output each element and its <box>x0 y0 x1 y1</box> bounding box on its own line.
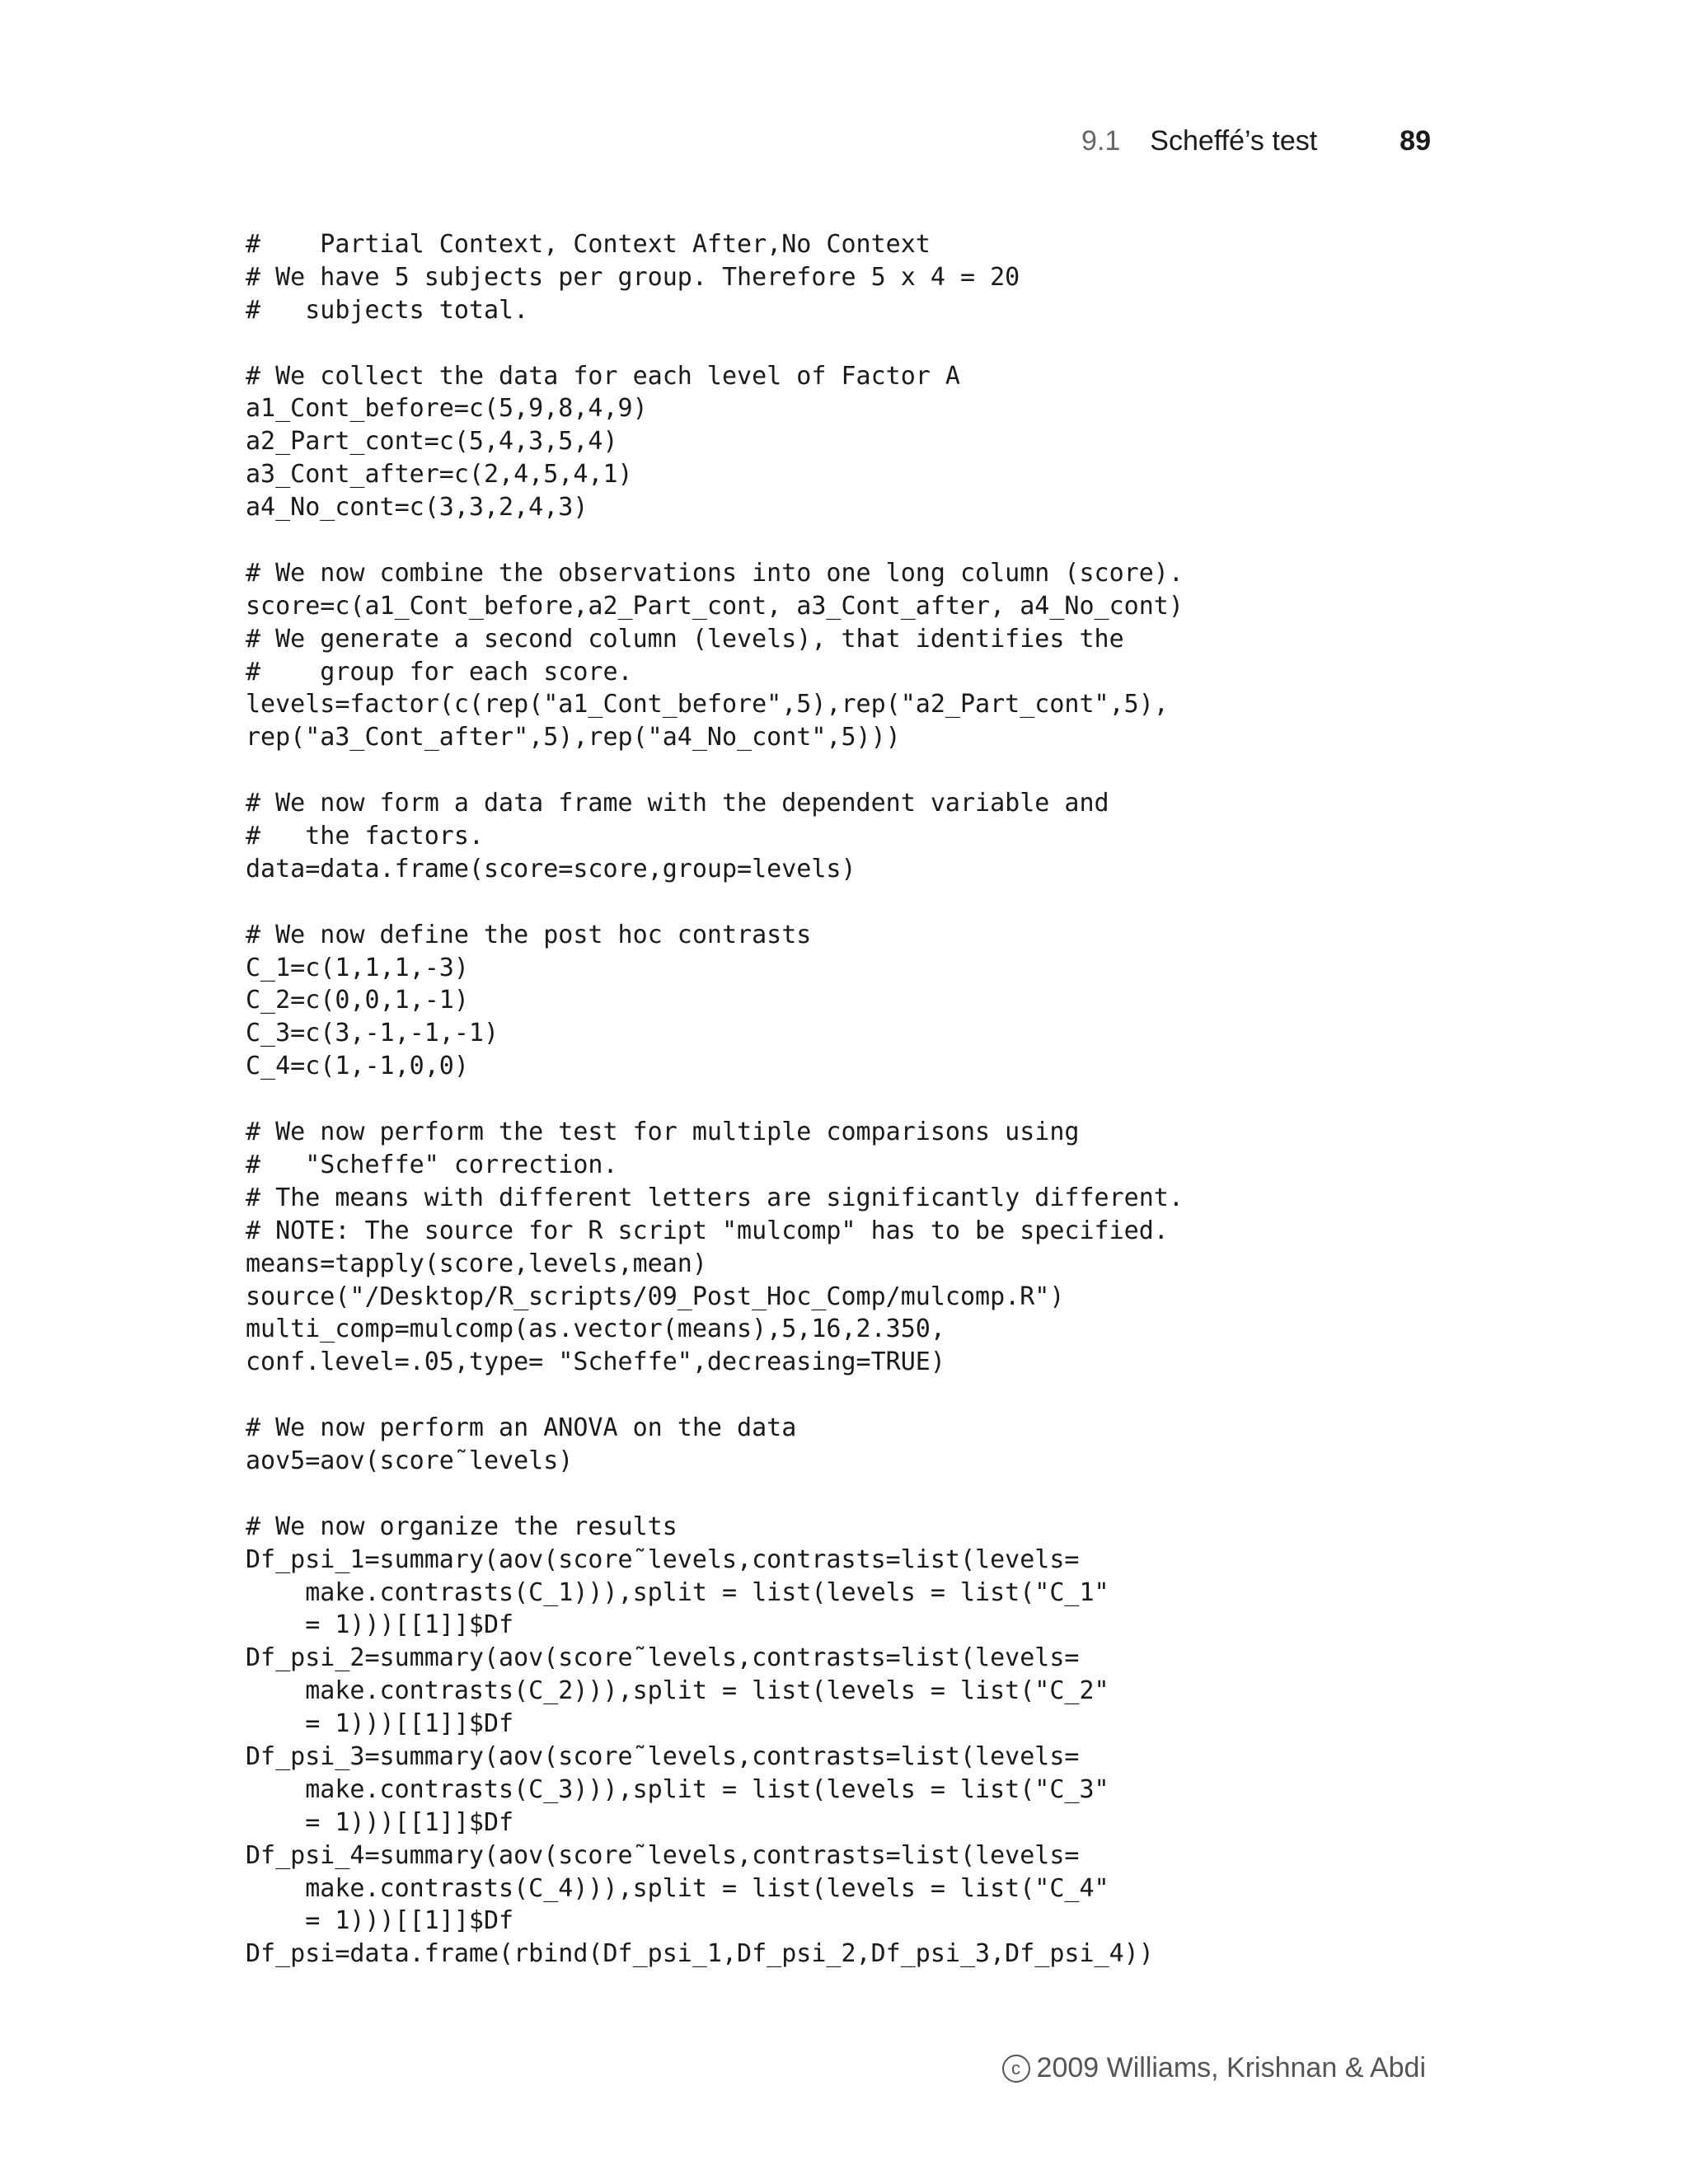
code-line: # We collect the data for each level of Factor A <box>246 361 960 391</box>
code-line: Df_psi=data.frame(rbind(Df_psi_1,Df_psi_2,Df_psi_3,Df_psi_4)) <box>246 1939 1154 1969</box>
code-line: make.contrasts(C_3))),split = list(levels = list("C_3" <box>246 1774 1109 1804</box>
code-line <box>246 886 1482 919</box>
code-line: # We now define the post hoc contrasts <box>246 920 812 949</box>
code-line <box>246 754 1482 787</box>
code-line: # We generate a second column (levels), that identifies the <box>246 624 1124 654</box>
code-line: = 1)))[[1]]$Df <box>246 1906 514 1936</box>
code-line: # We now form a data frame with the dependent variable and <box>246 789 1109 818</box>
code-line: make.contrasts(C_2))),split = list(levels = list("C_2" <box>246 1676 1109 1706</box>
code-line: levels=factor(c(rep("a1_Cont_before",5),rep("a2_Part_cont",5), <box>246 690 1169 719</box>
r-code-listing <box>246 228 1482 1971</box>
copyright-text: 2009 Williams, Krishnan & Abdi <box>1036 2052 1426 2083</box>
code-line: Df_psi_2=summary(aov(score˜levels,contrasts=list(levels= <box>246 1643 1080 1673</box>
code-line: data=data.frame(score=score,group=levels) <box>246 854 856 883</box>
code-line: C_1=c(1,1,1,-3) <box>246 953 469 982</box>
code-line <box>246 1083 1482 1116</box>
code-line: aov5=aov(score˜levels) <box>246 1446 574 1475</box>
copyright-icon: c <box>1002 2055 1030 2083</box>
running-header <box>1081 125 1431 157</box>
code-line: make.contrasts(C_1))),split = list(levels = list("C_1" <box>246 1577 1109 1607</box>
code-line: # We have 5 subjects per group. Therefore 5 x 4 = 20 <box>246 262 1020 292</box>
code-line: source("/Desktop/R_scripts/09_Post_Hoc_Comp/mulcomp.R") <box>246 1282 1065 1311</box>
code-line <box>246 327 1482 360</box>
code-line: = 1)))[[1]]$Df <box>246 1610 514 1640</box>
code-line <box>246 524 1482 557</box>
code-line: # Partial Context, Context After,No Context <box>246 230 931 259</box>
code-line: # group for each score. <box>246 657 633 687</box>
code-line: means=tapply(score,levels,mean) <box>246 1249 707 1278</box>
code-line: a4_No_cont=c(3,3,2,4,3) <box>246 493 588 523</box>
code-line: = 1)))[[1]]$Df <box>246 1709 514 1739</box>
code-line: conf.level=.05,type= "Scheffe",decreasing=TRUE) <box>246 1347 945 1377</box>
code-line: Df_psi_1=summary(aov(score˜levels,contrasts=list(levels= <box>246 1544 1080 1574</box>
section-number: 9.1 <box>1081 125 1121 157</box>
code-line: a2_Part_cont=c(5,4,3,5,4) <box>246 427 618 457</box>
code-line: # The means with different letters are significantly different. <box>246 1183 1184 1212</box>
code-line: score=c(a1_Cont_before,a2_Part_cont, a3_Cont_after, a4_No_cont) <box>246 591 1184 621</box>
code-line: = 1)))[[1]]$Df <box>246 1807 514 1837</box>
page-number: 89 <box>1400 125 1431 157</box>
code-line: rep("a3_Cont_after",5),rep("a4_No_cont",5))) <box>246 723 901 752</box>
code-line: # We now combine the observations into one long column (score). <box>246 558 1184 588</box>
code-line: a1_Cont_before=c(5,9,8,4,9) <box>246 394 648 424</box>
section-title: Scheffé’s test <box>1150 125 1318 157</box>
code-line: # We now organize the results <box>246 1511 678 1541</box>
code-line <box>246 1379 1482 1412</box>
code-line: # the factors. <box>246 822 484 851</box>
code-line: multi_comp=mulcomp(as.vector(means),5,16,2.350, <box>246 1315 945 1344</box>
code-line: make.contrasts(C_4))),split = list(levels = list("C_4" <box>246 1873 1109 1903</box>
code-line: C_4=c(1,-1,0,0) <box>246 1052 469 1081</box>
copyright-footer <box>1002 2052 1426 2084</box>
code-line <box>246 1478 1482 1511</box>
code-line: # We now perform an ANOVA on the data <box>246 1413 797 1443</box>
code-line: # "Scheffe" correction. <box>246 1150 618 1179</box>
code-line: a3_Cont_after=c(2,4,5,4,1) <box>246 460 633 490</box>
code-line: # subjects total. <box>246 295 529 325</box>
code-line: # NOTE: The source for R script "mulcomp" has to be specified. <box>246 1216 1169 1245</box>
code-line: Df_psi_3=summary(aov(score˜levels,contrasts=list(levels= <box>246 1741 1080 1771</box>
code-line: # We now perform the test for multiple comparisons using <box>246 1118 1080 1147</box>
code-line: C_2=c(0,0,1,-1) <box>246 986 469 1015</box>
code-line: Df_psi_4=summary(aov(score˜levels,contrasts=list(levels= <box>246 1840 1080 1870</box>
code-line: C_3=c(3,-1,-1,-1) <box>246 1019 499 1048</box>
